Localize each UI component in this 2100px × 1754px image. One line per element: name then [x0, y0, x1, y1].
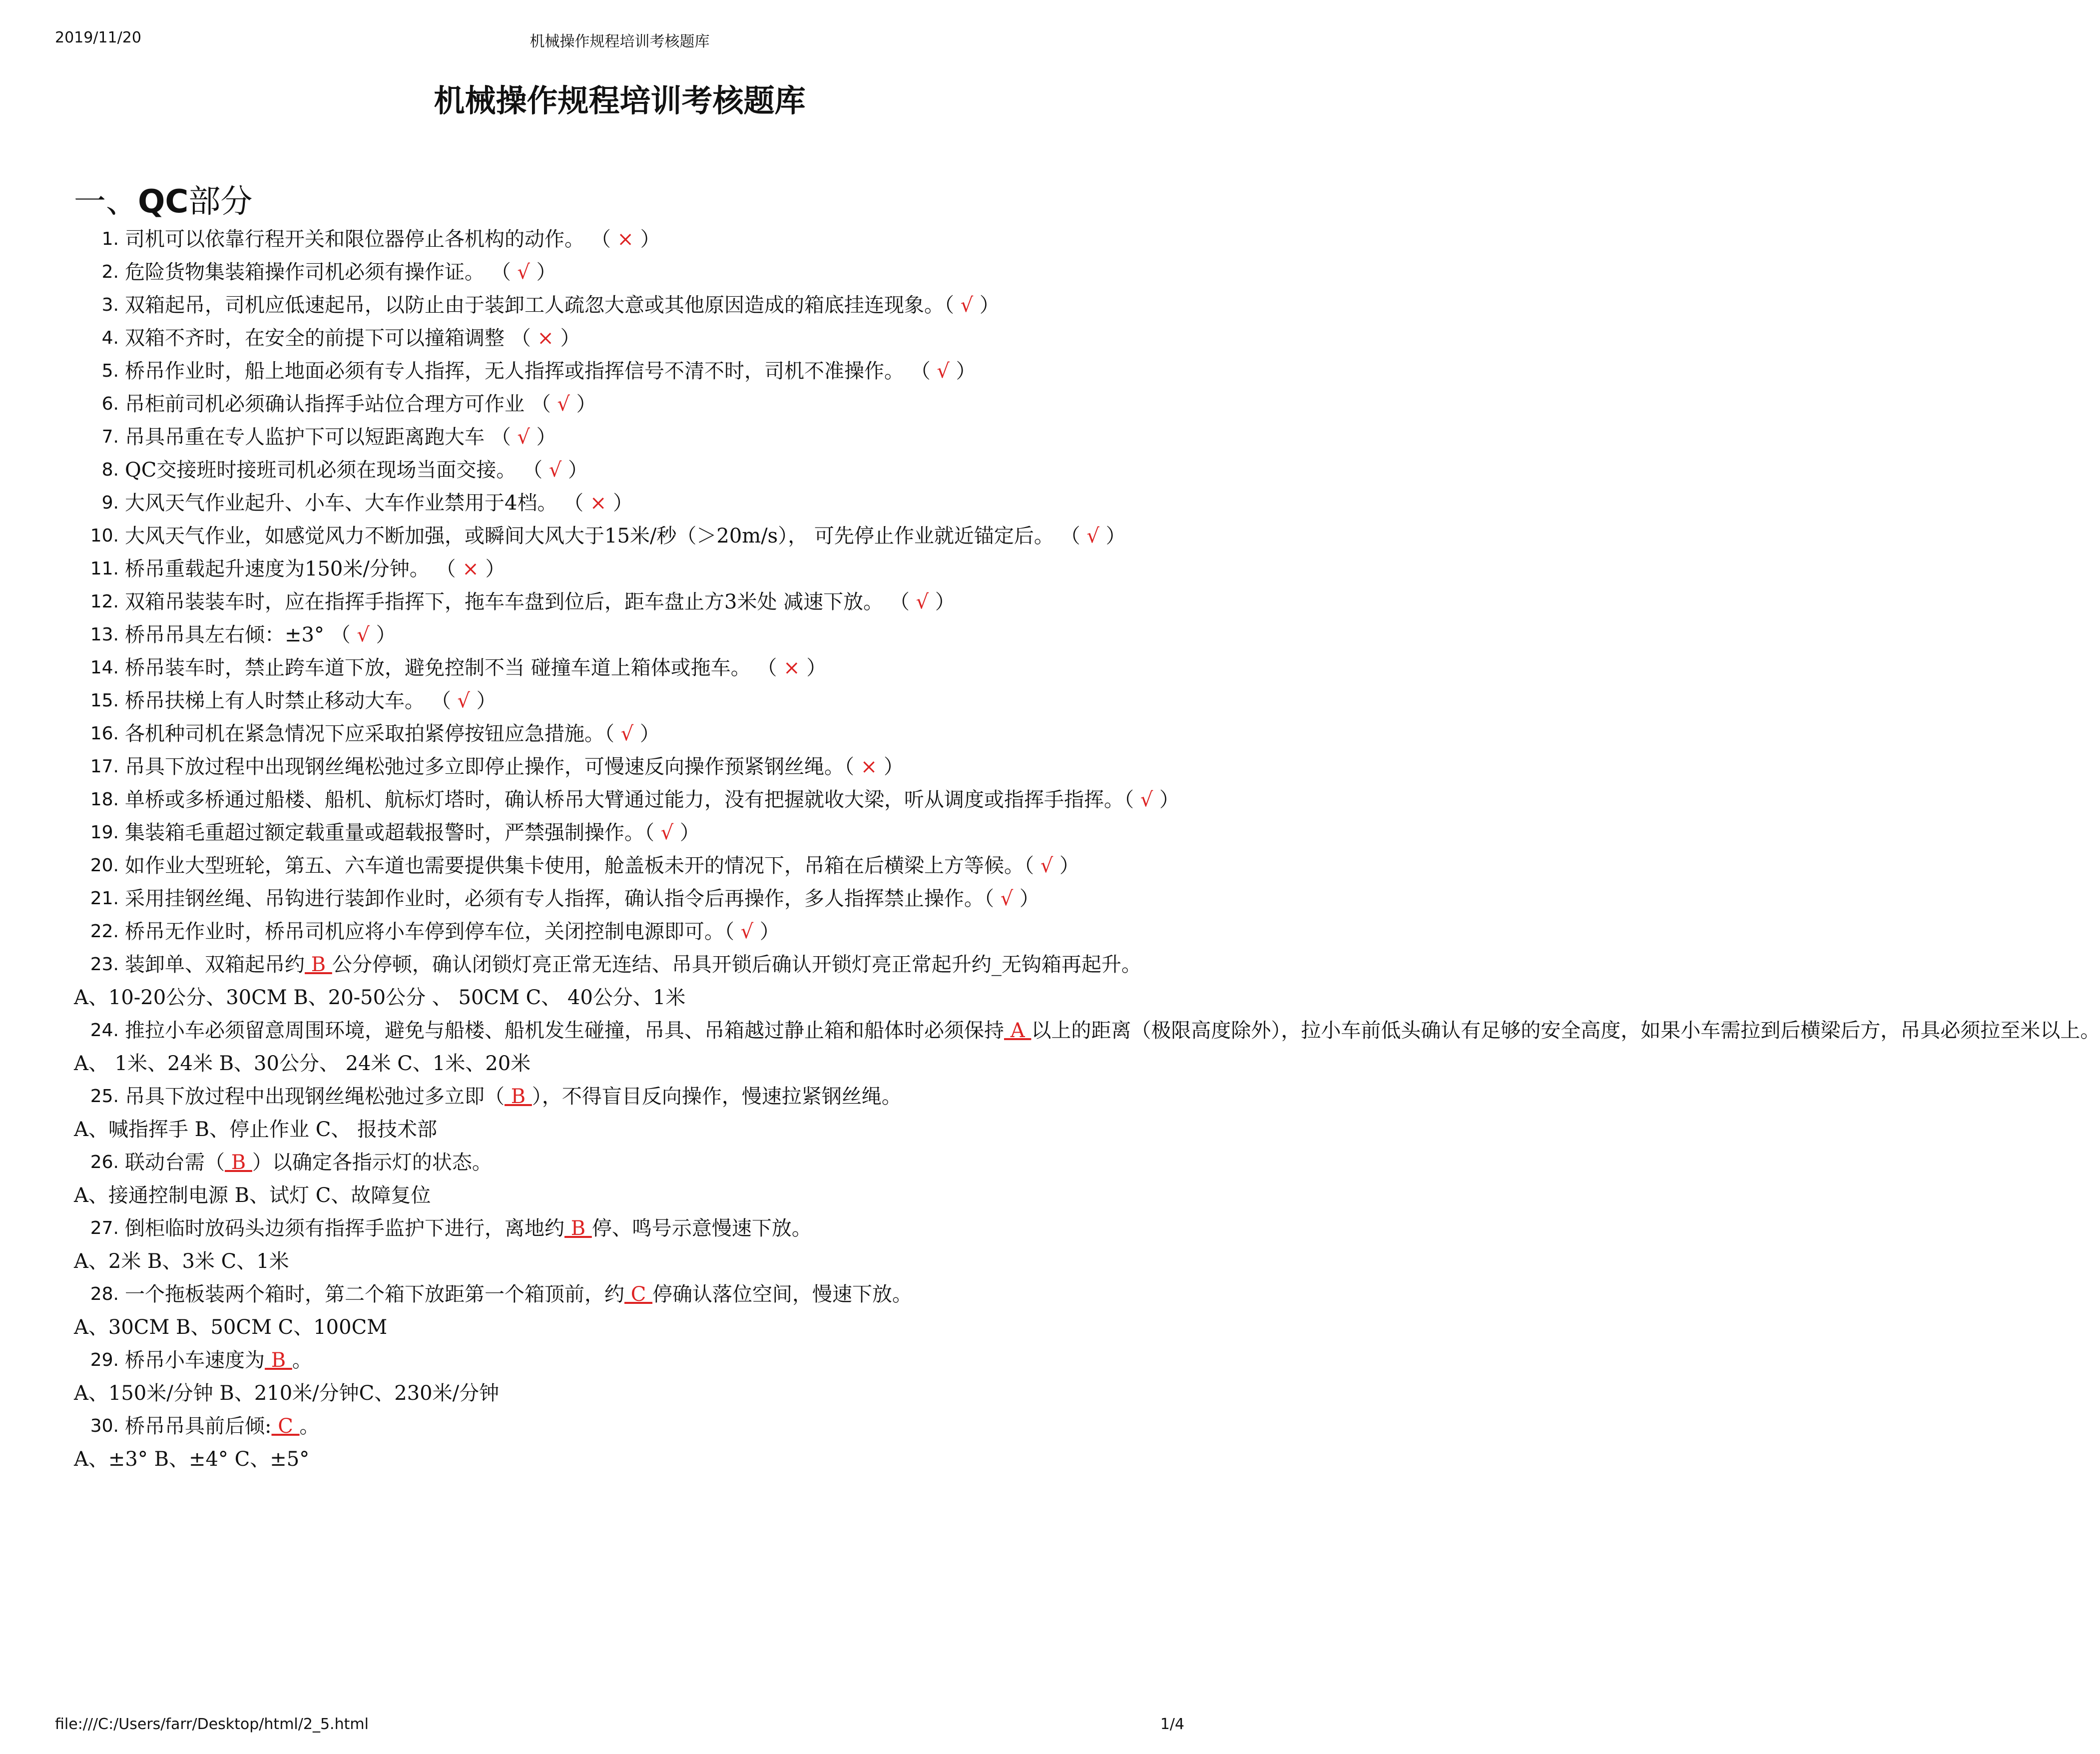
question-tail: 公分停顿，确认闭锁灯亮正常无连结、吊具开锁后确认开锁灯亮正常起升约_无钩箱再起升。: [332, 953, 1141, 976]
question-item: [74, 553, 1180, 585]
question-body: [118, 553, 1180, 585]
question-body: [118, 256, 1180, 289]
answer-mark: √: [1080, 525, 1106, 548]
options-text: A、30CM B、50CM C、100CM: [74, 1316, 388, 1339]
question-tail: ）: [376, 623, 396, 646]
question-tail: 。: [292, 1349, 312, 1372]
question-tail: ）: [485, 558, 506, 581]
question-tail: 停、鸣号示意慢速下放。: [591, 1217, 812, 1240]
options-text: A、喊指挥手 B、停止作业 C、 报技术部: [74, 1118, 438, 1141]
question-number: 30.: [90, 1416, 119, 1436]
question-body: [118, 948, 1180, 981]
options-text: A、10-20公分、30CM B、20-50公分 、 50CM C、 40公分、1米: [74, 986, 686, 1009]
question-tail: ）: [536, 261, 556, 284]
question-tail: ）: [576, 393, 596, 416]
question-number: 1.: [101, 229, 119, 249]
question-number: 4.: [101, 328, 119, 348]
answer-options: [74, 1443, 1180, 1476]
question-tail: ）: [1159, 788, 1179, 811]
question-body: [118, 1212, 1180, 1245]
answer-mark: ×: [583, 492, 613, 515]
question-tail: ）: [935, 590, 955, 613]
question-item: [74, 322, 1180, 355]
question-body: [118, 322, 1180, 355]
options-text: A、接通控制电源 B、试灯 C、故障复位: [74, 1184, 431, 1207]
question-item: [74, 915, 1180, 948]
question-tail: ）: [639, 722, 660, 745]
question-number: 24.: [90, 1020, 119, 1041]
question-item: [74, 882, 1180, 915]
question-number: 21.: [90, 888, 119, 909]
question-tail: ），不得盲目反向操作，慢速拉紧钢丝绳。: [531, 1085, 902, 1108]
footer-path: file:///C:/Users/farr/Desktop/html/2_5.html: [55, 1716, 369, 1733]
question-text: 大风天气作业起升、小车、大车作业禁用于4档。 （: [125, 492, 584, 515]
question-item: [74, 1080, 1180, 1113]
answer-mark: ×: [456, 558, 486, 581]
question-number: 6.: [101, 394, 119, 414]
question-number: 9.: [101, 493, 119, 513]
answer-mark: √: [350, 623, 376, 646]
footer-page-number: 1/4: [1160, 1716, 1184, 1733]
question-item: [74, 454, 1180, 487]
question-body: [118, 1014, 2100, 1047]
answer-mark: √: [542, 459, 568, 482]
question-text: 桥吊吊具左右倾：±3° （: [125, 623, 351, 646]
question-item: [74, 618, 1180, 651]
question-item: [74, 651, 1180, 684]
answer-mark: C: [624, 1283, 653, 1306]
question-item: [74, 849, 1180, 882]
question-tail: ）: [979, 294, 1000, 317]
question-item: [74, 585, 1180, 618]
answer-options: [74, 981, 1180, 1014]
question-item: [74, 717, 1180, 750]
question-item: [74, 684, 1180, 717]
answer-mark: B: [505, 1085, 532, 1108]
answer-mark: √: [954, 294, 980, 317]
question-item: [74, 223, 1180, 256]
question-number: 22.: [90, 921, 119, 942]
answer-mark: √: [614, 722, 640, 745]
question-item: [74, 421, 1180, 454]
question-number: 7.: [101, 427, 119, 447]
options-text: A、±3° B、±4° C、±5°: [74, 1448, 310, 1471]
question-tail: ）: [956, 360, 976, 383]
question-body: [118, 1278, 1180, 1311]
question-number: 15.: [90, 690, 119, 711]
question-body: [118, 717, 1180, 750]
answer-mark: √: [654, 821, 680, 844]
question-number: 5.: [101, 361, 119, 381]
answer-mark: √: [550, 393, 576, 416]
question-body: [118, 388, 1180, 421]
question-text: 一个拖板装两个箱时，第二个箱下放距第一个箱顶前，约: [125, 1283, 624, 1306]
question-body: [118, 585, 1180, 618]
options-text: A、 1米、24米 B、30公分、 24米 C、1米、20米: [74, 1052, 531, 1075]
question-body: [118, 816, 1180, 849]
question-number: 2.: [101, 262, 119, 282]
question-item: [74, 948, 1180, 981]
answer-options: [74, 1179, 1180, 1212]
answer-mark: √: [1134, 788, 1159, 811]
answer-mark: C: [271, 1415, 300, 1438]
question-text: 采用挂钢丝绳、吊钩进行装卸作业时，必须有专人指挥，确认指令后再操作，多人指挥禁止操作。（: [125, 887, 994, 910]
section-heading: [74, 176, 252, 222]
question-body: [118, 223, 1180, 256]
question-tail: ）: [476, 689, 497, 712]
answer-mark: √: [994, 887, 1020, 910]
question-body: [118, 651, 1180, 684]
question-text: 危险货物集装箱操作司机必须有操作证。 （: [125, 261, 511, 284]
question-body: [118, 618, 1180, 651]
question-body: [118, 1080, 1180, 1113]
question-body: [118, 783, 1180, 816]
question-text: 桥吊吊具前后倾:: [125, 1415, 272, 1438]
answer-mark: √: [909, 590, 935, 613]
question-body: [118, 1410, 1180, 1443]
section-prefix: 一、: [74, 183, 138, 220]
answer-mark: B: [564, 1217, 592, 1240]
question-tail: ）: [1105, 525, 1126, 548]
question-tail: ）: [1019, 887, 1040, 910]
question-text: 各机种司机在紧急情况下应采取拍紧停按钮应急措施。（: [125, 722, 614, 745]
section-latin: QC: [138, 183, 189, 220]
question-text: 吊具吊重在专人监护下可以短距离跑大车 （: [125, 426, 511, 449]
answer-mark: ×: [530, 327, 560, 350]
question-tail: 停确认落位空间，慢速下放。: [652, 1283, 913, 1306]
question-number: 16.: [90, 723, 119, 744]
question-number: 18.: [90, 789, 119, 810]
question-body: [118, 520, 1180, 553]
question-item: [74, 1278, 1180, 1311]
answer-options: [74, 1311, 1180, 1344]
question-text: 桥吊小车速度为: [125, 1349, 265, 1372]
question-item: [74, 487, 1180, 520]
question-tail: ）: [640, 228, 660, 251]
question-tail: ）: [806, 656, 827, 679]
question-text: 双箱起吊，司机应低速起吊，以防止由于装卸工人疏忽大意或其他原因造成的箱底挂连现象。（: [125, 294, 954, 317]
answer-mark: ×: [777, 656, 807, 679]
question-item: [74, 816, 1180, 849]
question-number: 13.: [90, 624, 119, 645]
question-text: 桥吊无作业时，桥吊司机应将小车停到停车位，关闭控制电源即可。（: [125, 920, 734, 943]
answer-mark: √: [511, 426, 536, 449]
question-item: [74, 289, 1180, 322]
answer-mark: ×: [610, 228, 640, 251]
options-text: A、150米/分钟 B、210米/分钟C、230米/分钟: [74, 1382, 500, 1405]
question-tail: ）以确定各指示灯的状态。: [252, 1151, 492, 1174]
question-text: 双箱吊装装车时，应在指挥手指挥下，拖车车盘到位后，距车盘止方3米处 减速下放。 （: [125, 590, 910, 613]
question-tail: 。: [299, 1415, 320, 1438]
question-body: [118, 421, 1180, 454]
question-number: 26.: [90, 1152, 119, 1172]
question-text: 单桥或多桥通过船楼、船机、航标灯塔时，确认桥吊大臂通过能力，没有把握就收大梁，听从调度或指挥手指挥。（: [125, 788, 1134, 811]
question-tail: ）: [536, 426, 556, 449]
question-item: [74, 520, 1180, 553]
question-body: [118, 289, 1180, 322]
question-text: 桥吊装车时，禁止跨车道下放，避免控制不当 碰撞车道上箱体或拖车。 （: [125, 656, 777, 679]
answer-mark: √: [930, 360, 956, 383]
page-title: 机械操作规程培训考核题库: [434, 82, 806, 119]
question-text: 推拉小车必须留意周围环境，避免与船楼、船机发生碰撞，吊具、吊箱越过静止箱和船体时必须保持: [125, 1019, 1004, 1042]
question-text: 吊具下放过程中出现钢丝绳松弛过多立即（: [125, 1085, 505, 1108]
question-item: [74, 1344, 1180, 1377]
question-item: [74, 256, 1180, 289]
question-text: 吊柜前司机必须确认指挥手站位合理方可作业 （: [125, 393, 551, 416]
answer-mark: √: [734, 920, 760, 943]
question-tail: ）: [568, 459, 588, 482]
answer-options: [74, 1113, 1180, 1146]
question-number: 12.: [90, 591, 119, 612]
question-number: 29.: [90, 1350, 119, 1370]
question-body: [118, 882, 1180, 915]
question-number: 19.: [90, 822, 119, 843]
question-item: [74, 388, 1180, 421]
answer-mark: √: [1034, 854, 1059, 877]
question-text: 联动台需（: [125, 1151, 225, 1174]
question-tail: 以上的距离（极限高度除外），拉小车前低头确认有足够的安全高度，如果小车需拉到后横梁后方，吊具必须拉至米以上。: [1031, 1019, 2100, 1042]
question-body: [118, 849, 1180, 882]
answer-mark: ×: [854, 755, 884, 778]
question-text: 集装箱毛重超过额定载重量或超载报警时，严禁强制操作。（: [125, 821, 654, 844]
answer-mark: B: [305, 953, 332, 976]
header-title: 机械操作规程培训考核题库: [529, 33, 710, 50]
question-text: 双箱不齐时，在安全的前提下可以撞箱调整 （: [125, 327, 531, 350]
question-text: 桥吊重载起升速度为150米/分钟。 （: [125, 558, 456, 581]
question-number: 10.: [90, 526, 119, 546]
question-text: 如作业大型班轮，第五、六车道也需要提供集卡使用，舱盖板未开的情况下，吊箱在后横梁上方等候。（: [125, 854, 1034, 877]
question-number: 14.: [90, 657, 119, 678]
question-number: 23.: [90, 954, 119, 975]
question-item: [74, 750, 1180, 783]
answer-mark: B: [225, 1151, 252, 1174]
question-body: [118, 355, 1180, 388]
answer-mark: B: [265, 1349, 292, 1372]
question-number: 27.: [90, 1218, 119, 1238]
answer-mark: A: [1004, 1019, 1032, 1042]
question-text: 桥吊作业时，船上地面必须有专人指挥，无人指挥或指挥信号不清不时，司机不准操作。 （: [125, 360, 931, 383]
question-tail: ）: [759, 920, 780, 943]
question-tail: ）: [560, 327, 580, 350]
question-text: 大风天气作业，如感觉风力不断加强，或瞬间大风大于15米/秒（＞20m/s）， 可先停止作业就近锚定后。 （: [125, 525, 1080, 548]
question-text: 倒柜临时放码头边须有指挥手监护下进行，离地约: [125, 1217, 564, 1240]
answer-options: [74, 1245, 1180, 1278]
answer-mark: √: [511, 261, 536, 284]
question-item: [74, 1146, 1180, 1179]
question-text: 司机可以依靠行程开关和限位器停止各机构的动作。 （: [125, 228, 611, 251]
question-tail: ）: [1059, 854, 1079, 877]
question-item: [74, 1212, 1180, 1245]
question-number: 17.: [90, 756, 119, 777]
question-body: [118, 487, 1180, 520]
header-date: 2019/11/20: [55, 29, 141, 46]
answer-mark: √: [451, 689, 477, 712]
question-number: 28.: [90, 1284, 119, 1304]
question-tail: ）: [679, 821, 700, 844]
question-tail: ）: [883, 755, 904, 778]
question-body: [118, 1146, 1180, 1179]
question-tail: ）: [613, 492, 633, 515]
question-text: 装卸单、双箱起吊约: [125, 953, 305, 976]
question-body: [118, 684, 1180, 717]
question-body: [118, 454, 1180, 487]
question-list: [74, 223, 2100, 1476]
question-item: [74, 355, 1180, 388]
answer-options: [74, 1047, 1180, 1080]
question-body: [118, 915, 1180, 948]
question-text: QC交接班时接班司机必须在现场当面交接。 （: [125, 459, 543, 482]
question-number: 8.: [101, 460, 119, 480]
question-number: 3.: [101, 295, 119, 315]
question-item: [74, 1410, 1180, 1443]
question-item: [74, 1014, 2100, 1047]
question-item: [74, 783, 1180, 816]
options-text: A、2米 B、3米 C、1米: [74, 1250, 289, 1273]
question-body: [118, 750, 1180, 783]
question-text: 吊具下放过程中出现钢丝绳松弛过多立即停止操作，可慢速反向操作预紧钢丝绳。（: [125, 755, 854, 778]
section-suffix: 部分: [188, 183, 253, 220]
question-number: 25.: [90, 1086, 119, 1107]
question-text: 桥吊扶梯上有人时禁止移动大车。 （: [125, 689, 451, 712]
question-body: [118, 1344, 1180, 1377]
answer-options: [74, 1377, 1180, 1410]
question-number: 11.: [90, 559, 119, 579]
question-number: 20.: [90, 855, 119, 876]
